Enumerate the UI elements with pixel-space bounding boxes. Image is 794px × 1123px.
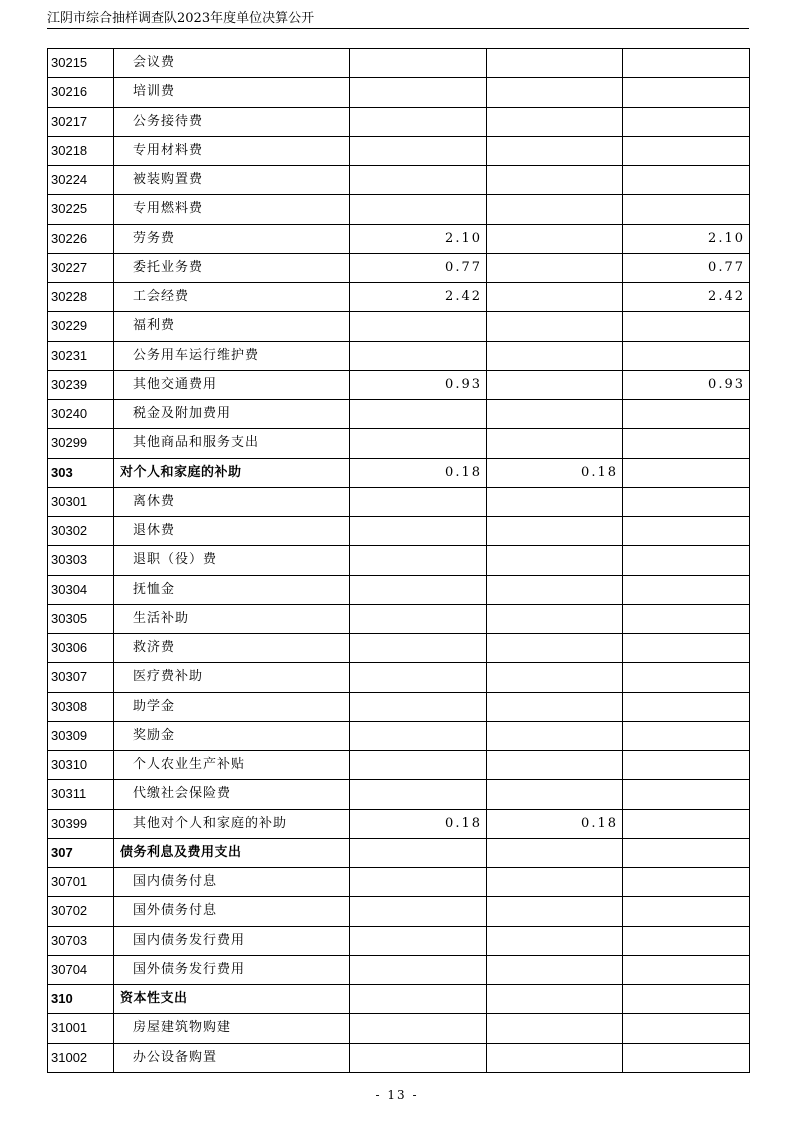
row-value-2 [487,1014,623,1043]
table-row [48,868,750,897]
row-value-3 [623,1043,750,1072]
row-code: 31002 [48,1043,114,1072]
row-name: 医疗费补助 [114,663,350,692]
table-row [48,721,750,750]
row-code: 30311 [48,780,114,809]
table-row [48,1043,750,1072]
table-row [48,604,750,633]
row-value-2 [487,107,623,136]
row-value-1: 2.10 [350,224,487,253]
row-code: 30231 [48,341,114,370]
row-value-3 [623,721,750,750]
row-value-3: 0.93 [623,370,750,399]
row-name: 劳务费 [114,224,350,253]
row-value-2 [487,224,623,253]
row-value-1 [350,1043,487,1072]
row-value-3 [623,136,750,165]
row-value-2 [487,429,623,458]
row-value-3 [623,634,750,663]
row-value-1 [350,195,487,224]
table-row [48,487,750,516]
row-value-3 [623,166,750,195]
row-value-3 [623,78,750,107]
row-value-3 [623,1014,750,1043]
table-row [48,166,750,195]
row-value-2 [487,604,623,633]
row-name: 国内债务付息 [114,868,350,897]
row-value-3 [623,751,750,780]
row-name: 办公设备购置 [114,1043,350,1072]
row-value-3 [623,458,750,487]
row-name: 离休费 [114,487,350,516]
row-value-3 [623,487,750,516]
table-row [48,955,750,984]
row-value-1 [350,546,487,575]
row-name: 福利费 [114,312,350,341]
row-value-2 [487,283,623,312]
row-code: 30239 [48,370,114,399]
row-code: 30306 [48,634,114,663]
table-row [48,400,750,429]
row-code: 31001 [48,1014,114,1043]
row-name: 退休费 [114,517,350,546]
row-code: 30240 [48,400,114,429]
row-value-2 [487,341,623,370]
row-code: 30303 [48,546,114,575]
row-name: 其他交通费用 [114,370,350,399]
section-row [48,458,750,487]
row-value-1 [350,136,487,165]
row-value-2 [487,1043,623,1072]
row-value-1 [350,868,487,897]
row-code: 30309 [48,721,114,750]
row-value-1 [350,78,487,107]
page-number: - 13 - [375,1088,419,1102]
table-row [48,78,750,107]
row-value-3 [623,429,750,458]
row-value-2 [487,780,623,809]
row-value-2 [487,838,623,867]
row-value-1 [350,751,487,780]
row-value-2 [487,721,623,750]
row-value-2 [487,692,623,721]
row-code: 30224 [48,166,114,195]
row-value-3: 2.10 [623,224,750,253]
row-value-1 [350,955,487,984]
row-value-3 [623,692,750,721]
row-value-1 [350,604,487,633]
row-value-2 [487,400,623,429]
row-value-1 [350,429,487,458]
row-value-2 [487,49,623,78]
row-value-2 [487,751,623,780]
row-value-1 [350,107,487,136]
row-name: 抚恤金 [114,575,350,604]
row-name: 资本性支出 [114,985,350,1014]
row-code: 30215 [48,49,114,78]
row-value-3 [623,868,750,897]
row-value-1: 0.93 [350,370,487,399]
row-code: 30310 [48,751,114,780]
row-value-1 [350,341,487,370]
row-name: 奖励金 [114,721,350,750]
row-name: 生活补助 [114,604,350,633]
row-value-2 [487,253,623,282]
row-code: 30305 [48,604,114,633]
row-value-3 [623,575,750,604]
row-code: 30218 [48,136,114,165]
row-value-2 [487,370,623,399]
row-name: 对个人和家庭的补助 [114,458,350,487]
row-value-1: 0.18 [350,809,487,838]
row-value-2 [487,663,623,692]
table-row [48,370,750,399]
row-value-3 [623,604,750,633]
budget-table [47,48,750,1073]
table-row [48,692,750,721]
row-value-3 [623,341,750,370]
row-code: 30302 [48,517,114,546]
row-value-1 [350,1014,487,1043]
row-value-2 [487,897,623,926]
row-value-3 [623,897,750,926]
row-code: 30301 [48,487,114,516]
row-value-3 [623,780,750,809]
row-value-1 [350,663,487,692]
row-code: 30703 [48,926,114,955]
row-value-1 [350,692,487,721]
row-name: 专用材料费 [114,136,350,165]
table-row [48,283,750,312]
row-code: 30702 [48,897,114,926]
row-code: 30299 [48,429,114,458]
row-value-2 [487,926,623,955]
table-row [48,663,750,692]
row-name: 公务用车运行维护费 [114,341,350,370]
row-code: 307 [48,838,114,867]
row-value-1 [350,926,487,955]
table-body [48,49,750,1073]
table-row [48,136,750,165]
row-name: 债务利息及费用支出 [114,838,350,867]
row-value-1 [350,487,487,516]
row-value-3 [623,838,750,867]
row-name: 退职（役）费 [114,546,350,575]
page-header: 江阴市综合抽样调查队2023年度单位决算公开 [47,10,749,29]
row-value-1 [350,49,487,78]
row-value-1: 0.18 [350,458,487,487]
table-row [48,780,750,809]
row-code: 30226 [48,224,114,253]
row-code: 30229 [48,312,114,341]
row-value-3 [623,517,750,546]
section-row [48,985,750,1014]
table-row [48,1014,750,1043]
row-code: 30308 [48,692,114,721]
row-code: 30304 [48,575,114,604]
row-name: 会议费 [114,49,350,78]
row-value-3 [623,663,750,692]
row-name: 国内债务发行费用 [114,926,350,955]
row-name: 救济费 [114,634,350,663]
row-value-2 [487,955,623,984]
row-name: 税金及附加费用 [114,400,350,429]
row-value-2 [487,78,623,107]
row-value-2 [487,546,623,575]
row-value-1 [350,400,487,429]
table-row [48,49,750,78]
row-value-3 [623,195,750,224]
row-code: 30399 [48,809,114,838]
row-value-3: 0.77 [623,253,750,282]
row-value-3 [623,107,750,136]
row-code: 30701 [48,868,114,897]
section-row [48,838,750,867]
row-value-2 [487,195,623,224]
row-name: 培训费 [114,78,350,107]
table-row [48,253,750,282]
row-value-3 [623,312,750,341]
row-name: 国外债务发行费用 [114,955,350,984]
table-row [48,312,750,341]
row-code: 30217 [48,107,114,136]
row-code: 30704 [48,955,114,984]
row-value-3: 2.42 [623,283,750,312]
row-value-3 [623,985,750,1014]
row-value-2 [487,166,623,195]
table-row [48,926,750,955]
row-name: 其他商品和服务支出 [114,429,350,458]
table-row [48,546,750,575]
row-value-3 [623,400,750,429]
row-value-2 [487,136,623,165]
row-value-1 [350,517,487,546]
row-value-3 [623,809,750,838]
row-value-3 [623,926,750,955]
row-code: 30227 [48,253,114,282]
table-row [48,751,750,780]
row-code: 310 [48,985,114,1014]
row-value-1 [350,838,487,867]
row-value-1 [350,575,487,604]
table-row [48,809,750,838]
row-code: 30225 [48,195,114,224]
table-row [48,634,750,663]
table-row [48,575,750,604]
table-row [48,517,750,546]
row-value-1: 2.42 [350,283,487,312]
row-value-1 [350,985,487,1014]
row-value-2 [487,517,623,546]
row-value-2 [487,634,623,663]
row-value-3 [623,49,750,78]
row-value-1 [350,721,487,750]
row-name: 公务接待费 [114,107,350,136]
table-row [48,429,750,458]
table-row [48,224,750,253]
row-code: 30216 [48,78,114,107]
row-value-1 [350,634,487,663]
row-name: 工会经费 [114,283,350,312]
row-value-1 [350,312,487,341]
row-value-2 [487,985,623,1014]
row-value-2 [487,868,623,897]
row-code: 30228 [48,283,114,312]
row-value-1 [350,166,487,195]
table-row [48,897,750,926]
row-code: 30307 [48,663,114,692]
row-name: 其他对个人和家庭的补助 [114,809,350,838]
row-value-2 [487,487,623,516]
row-name: 委托业务费 [114,253,350,282]
row-value-2 [487,575,623,604]
row-value-3 [623,546,750,575]
table-row [48,107,750,136]
row-value-1 [350,780,487,809]
row-name: 个人农业生产补贴 [114,751,350,780]
row-name: 房屋建筑物购建 [114,1014,350,1043]
row-value-1: 0.77 [350,253,487,282]
row-value-2 [487,312,623,341]
table-row [48,341,750,370]
row-name: 代缴社会保险费 [114,780,350,809]
row-name: 助学金 [114,692,350,721]
row-value-2: 0.18 [487,809,623,838]
row-name: 国外债务付息 [114,897,350,926]
row-code: 303 [48,458,114,487]
row-value-3 [623,955,750,984]
row-name: 专用燃料费 [114,195,350,224]
row-value-1 [350,897,487,926]
row-name: 被装购置费 [114,166,350,195]
table-row [48,195,750,224]
row-value-2: 0.18 [487,458,623,487]
